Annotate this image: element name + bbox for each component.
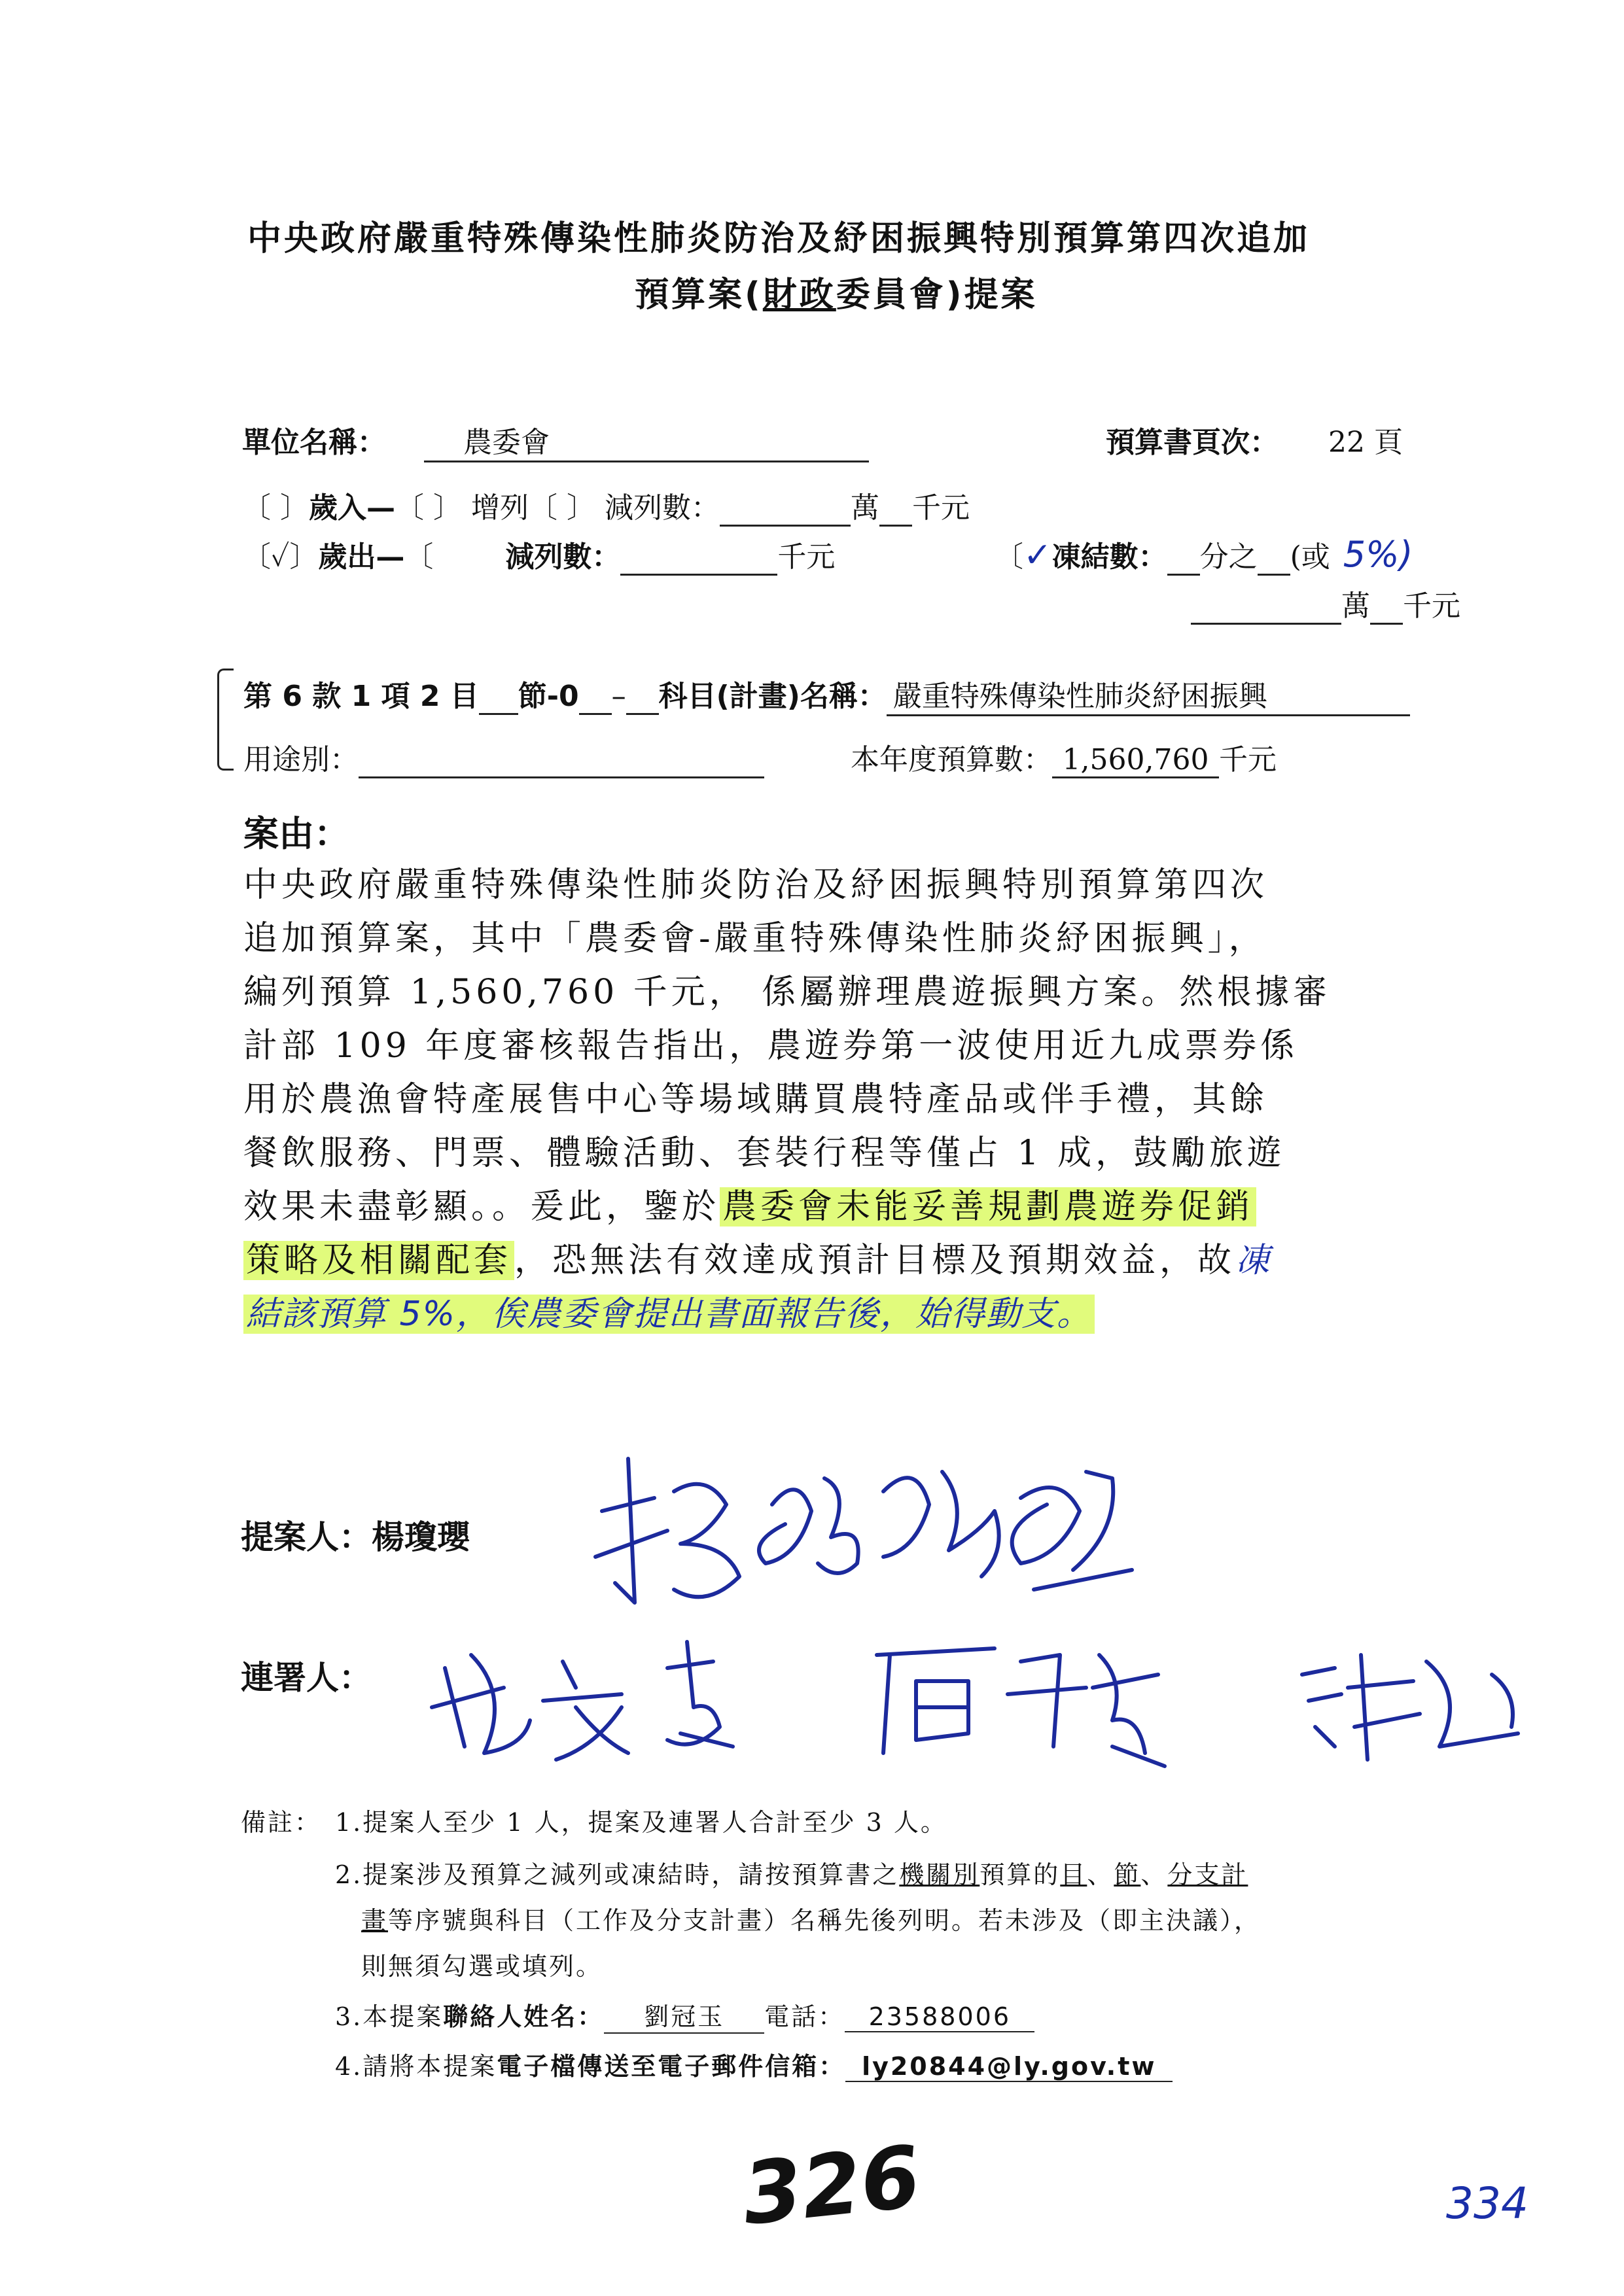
note-3-contact-name: 劉冠玉	[604, 1996, 764, 2034]
freeze-box-bracket: 〔	[995, 540, 1023, 574]
proposer-signature	[576, 1433, 1178, 1629]
reason-line-8-post: ，恐無法有效達成預計目標及預期效益，故	[514, 1241, 1236, 1280]
usage-label: 用途別：	[243, 743, 359, 776]
freeze-row	[995, 533, 1413, 576]
budget-value: 1,560,760	[1052, 743, 1219, 778]
revenue-cut-field[interactable]	[720, 491, 851, 527]
freeze-numerator-field[interactable]	[1167, 540, 1200, 576]
freeze-percent-handwritten: 5%)	[1343, 534, 1413, 575]
usage-row	[243, 736, 764, 778]
budget-label: 本年度預算數：	[851, 743, 1052, 776]
note-2-underline-4: 分支計	[1167, 1860, 1248, 1889]
revenue-qian-field[interactable]	[879, 491, 912, 527]
title-line2-post: 委員會)提案	[836, 275, 1038, 315]
freeze-check-mark: ✓	[1023, 536, 1052, 575]
expense-row	[242, 533, 835, 576]
note-2-line-2-post: 等序號與科目（工作及分支計畫）名稱先後列明。若未涉及（即主決議），	[388, 1906, 1262, 1935]
item-jie: 節-0	[518, 680, 579, 713]
note-2-sep-1: 、	[1087, 1860, 1114, 1889]
page-number-small: 334	[1446, 2178, 1528, 2229]
item-blank-2[interactable]	[579, 680, 612, 715]
budget-unit: 千元	[1219, 743, 1277, 776]
page-ref-value: 22 頁	[1328, 426, 1403, 459]
reason-handwritten-addition: 結該預算 5%，俟農委會提出書面報告後，始得動支。	[243, 1295, 1095, 1334]
item-subject-label: 科目(計畫)名稱：	[658, 680, 887, 713]
reason-line-3: 編列預算 1,560,760 千元， 係屬辦理農遊振興方案。然根據審	[243, 973, 1332, 1012]
proposer-label: 提案人：	[241, 1518, 372, 1556]
expense-checkbox[interactable]: 〔✓〕	[242, 540, 319, 574]
note-3-pre: 3.本提案	[335, 2002, 444, 2031]
title-line2-underlined: 財政	[762, 275, 836, 315]
note-head: 備註：	[241, 1808, 322, 1837]
proposer-row	[241, 1511, 470, 1558]
reason-line-2: 追加預算案，其中「農委會-嚴重特殊傳染性肺炎紓困振興」，	[243, 919, 1267, 958]
item-bracket	[217, 669, 234, 771]
proposer-name: 楊瓊瓔	[372, 1518, 470, 1556]
revenue-label: 歲入—	[309, 491, 395, 525]
note-3-contact-label: 聯絡人姓名：	[443, 2002, 605, 2031]
freeze-denominator-field[interactable]	[1258, 540, 1290, 576]
cosigner-signatures	[406, 1616, 1623, 1786]
item-kuan: 第 6 款 1 項 2 目	[243, 680, 479, 713]
note-2-pre: 2.提案涉及預算之減列或凍結時，請按預算書之	[335, 1860, 900, 1889]
revenue-row	[242, 484, 970, 527]
note-3-phone-label: 電話：	[764, 2002, 845, 2031]
note-2-mid: 預算的	[980, 1860, 1061, 1889]
note-2-line-3: 則無須勾選或填列。	[361, 1952, 603, 1981]
note-2-sep-2: 、	[1140, 1860, 1168, 1889]
reason-line-7-pre: 效果未盡彰顯。。爰此，鑒於	[243, 1187, 720, 1226]
revenue-qianyuan: 千元	[911, 491, 970, 525]
page-number-handwritten: 326	[737, 2127, 925, 2244]
title-line2-pre: 預算案(	[635, 275, 763, 315]
freeze-wan: 萬	[1341, 589, 1370, 623]
revenue-checkbox[interactable]: 〔 〕	[242, 491, 309, 525]
note-3	[335, 1996, 1034, 2034]
budget-row	[851, 736, 1277, 778]
usage-field[interactable]	[359, 743, 764, 778]
note-4-email-label: 電子檔傳送至電子郵件信箱：	[497, 2052, 846, 2081]
freeze-fen-zhi: 分之	[1199, 540, 1258, 574]
cosigners-label: 連署人：	[241, 1659, 372, 1697]
revenue-add-option[interactable]: 〔 〕 增列	[395, 491, 529, 525]
reason-line-4: 計部 109 年度審核報告指出，農遊券第一波使用近九成票券係	[243, 1026, 1299, 1066]
item-dash: –	[611, 680, 626, 713]
note-3-phone: 23588006	[845, 2002, 1034, 2032]
expense-qianyuan: 千元	[777, 540, 836, 574]
reason-line-7	[243, 1180, 1331, 1234]
expense-cut-label: 減列數：	[505, 540, 621, 574]
reason-highlight-2: 策略及相關配套	[243, 1241, 514, 1280]
reason-heading: 案由：	[243, 813, 349, 854]
note-2-line-2	[361, 1900, 1261, 1936]
unit-label: 單位名稱：	[242, 426, 386, 459]
revenue-wan: 萬	[850, 491, 879, 525]
document-title-line2	[635, 267, 1038, 316]
note-1: 1.提案人至少 1 人，提案及連署人合計至少 3 人。	[335, 1808, 947, 1837]
item-subject-value: 嚴重特殊傳染性肺炎紓困振興	[887, 672, 1410, 716]
reason-line-6: 餐飲服務、門票、體驗活動、套裝行程等僅占 1 成，鼓勵旅遊	[243, 1134, 1286, 1173]
reason-line-5: 用於農漁會特產展售中心等場域購買農特產品或伴手禮，其餘	[243, 1080, 1269, 1119]
freeze-qianyuan: 千元	[1403, 589, 1460, 623]
note-4-email[interactable]: ly20844@ly.gov.tw	[845, 2052, 1173, 2082]
page-ref-label: 預算書頁次：	[1106, 426, 1279, 459]
freeze-wan-field[interactable]	[1191, 589, 1341, 625]
expense-cut-field[interactable]	[620, 540, 777, 576]
reason-body	[243, 858, 1331, 1341]
note-2-line-1	[335, 1854, 1248, 1890]
expense-label: 歲出—	[318, 540, 405, 574]
unit-field	[424, 419, 869, 462]
item-blank-1[interactable]	[479, 680, 518, 715]
reason-handwritten-start: 凍	[1235, 1241, 1274, 1280]
item-row	[243, 672, 1410, 716]
note-4	[335, 2046, 1173, 2082]
note-2-underline-1: 機關別	[899, 1860, 980, 1889]
freeze-or: (或	[1290, 540, 1330, 574]
unit-value: 農委會	[424, 419, 869, 462]
revenue-cut-option[interactable]: 〔 〕 減列數：	[528, 491, 720, 525]
document-title-line1: 中央政府嚴重特殊傳染性肺炎防治及紓困振興特別預算第四次追加	[247, 219, 1311, 258]
reason-line-1: 中央政府嚴重特殊傳染性肺炎防治及紓困振興特別預算第四次	[243, 865, 1269, 905]
expense-sub-checkbox[interactable]: 〔	[404, 540, 434, 574]
freeze-amount-row	[1191, 582, 1460, 625]
note-4-pre: 4.請將本提案	[335, 2052, 497, 2081]
note-2-underline-5: 畫	[361, 1906, 389, 1935]
note-2-underline-3: 節	[1114, 1860, 1141, 1889]
item-blank-3[interactable]	[626, 680, 659, 715]
freeze-label: 凍結數：	[1051, 540, 1167, 574]
freeze-checkbox[interactable]	[995, 536, 1052, 575]
note-2-underline-2: 目	[1060, 1860, 1087, 1889]
reason-line-9	[243, 1287, 1331, 1341]
freeze-qian-field[interactable]	[1370, 589, 1403, 625]
reason-highlight-1: 農委會未能妥善規劃農遊券促銷	[720, 1187, 1256, 1226]
reason-line-8	[243, 1234, 1331, 1287]
